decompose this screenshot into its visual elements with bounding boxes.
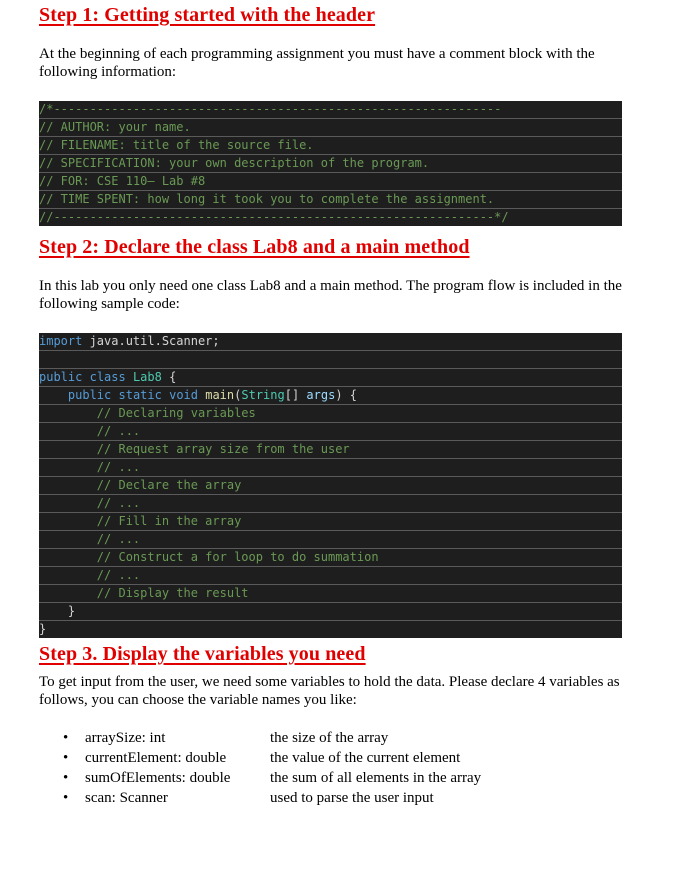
code-line-comment	[39, 512, 622, 530]
keyword: public	[67, 388, 112, 402]
bullet-icon: •	[63, 730, 69, 746]
code-line: // TIME SPENT: how long it took you to complete the assignment.	[39, 190, 622, 208]
bullet-icon: •	[63, 790, 69, 806]
code-comment: // Fill in the array	[96, 514, 242, 528]
code-comment: // ...	[96, 460, 141, 474]
bullet-icon: •	[63, 750, 69, 766]
variable-name: arraySize: int	[85, 730, 166, 746]
code-line: //-------------------------------------------------------------*/	[39, 208, 622, 226]
code-comment: // ...	[96, 532, 141, 546]
code-line-main: public static void main(String[] args) {	[39, 386, 622, 404]
step-1-heading: Step 1: Getting started with the header	[39, 4, 376, 26]
code-line-comment	[39, 404, 622, 422]
variable-description: used to parse the user input	[270, 790, 434, 806]
code-line-inner-close	[39, 602, 622, 620]
code-line-comment	[39, 530, 622, 548]
code-line: /*--------------------------------------------------------------	[39, 102, 502, 116]
list-item	[39, 728, 599, 748]
step-3-heading: Step 3. Display the variables you need	[39, 643, 366, 665]
variable-description: the sum of all elements in the array	[270, 770, 482, 786]
code-line: // AUTHOR: your name.	[39, 118, 622, 136]
step-2-paragraph: In this lab you only need one class Lab8 and a main method. The program flow is included in the following sample code:	[39, 278, 622, 312]
code-line-comment	[39, 422, 622, 440]
code-comment: // ...	[96, 568, 141, 582]
code-comment: // Display the result	[96, 586, 249, 600]
keyword: import	[39, 334, 83, 348]
code-comment: // Construct a for loop to do summation	[96, 550, 379, 564]
list-item	[39, 788, 599, 808]
keyword: class	[89, 370, 126, 384]
code-line-comment	[39, 566, 622, 584]
code-line: // FOR: CSE 110– Lab #8	[39, 172, 622, 190]
code-line-comment	[39, 440, 622, 458]
code-line-comment	[39, 476, 622, 494]
code-comment: // Request array size from the user	[96, 442, 350, 456]
import-path: java.util.Scanner;	[82, 334, 220, 348]
variable-description: the value of the current element	[270, 750, 461, 766]
code-line-comment	[39, 458, 622, 476]
step-2-heading: Step 2: Declare the class Lab8 and a main method	[39, 236, 470, 258]
code-comment: // ...	[96, 424, 141, 438]
brace: {	[161, 370, 177, 384]
code-comment: // Declaring variables	[96, 406, 256, 420]
header-comment-code-block	[39, 101, 622, 226]
code-line-import	[39, 333, 622, 350]
brace: {	[342, 388, 358, 402]
brace: }	[39, 622, 47, 636]
variable-description: the size of the array	[270, 730, 389, 746]
class-name: Lab8	[132, 370, 162, 384]
code-line: // SPECIFICATION: your own description of the program.	[39, 154, 622, 172]
code-comment: // Declare the array	[96, 478, 242, 492]
bullet-icon: •	[63, 770, 69, 786]
list-item	[39, 748, 599, 768]
variable-name: currentElement: double	[85, 750, 227, 766]
code-line-comment	[39, 548, 622, 566]
variable-name: sumOfElements: double	[85, 770, 231, 786]
keyword: static	[118, 388, 162, 402]
brace: }	[67, 604, 76, 618]
param-name: args	[306, 388, 336, 402]
variable-name: scan: Scanner	[85, 790, 168, 806]
step-1-paragraph: At the beginning of each programming assignment you must have a comment block with the following information:	[39, 46, 595, 80]
code-line: // FILENAME: title of the source file.	[39, 136, 622, 154]
keyword: void	[169, 388, 198, 402]
code-line-comment	[39, 494, 622, 512]
code-line-blank	[39, 350, 622, 368]
code-comment: // ...	[96, 496, 141, 510]
code-line-class	[39, 368, 622, 386]
keyword: public	[39, 370, 83, 384]
step-3-paragraph: To get input from the user, we need some variables to hold the data. Please declare 4 variables as follows, you can choose the variable names you like:	[39, 674, 620, 708]
code-line-outer-close	[39, 620, 622, 638]
list-item	[39, 768, 599, 788]
main-method-code-block	[39, 333, 622, 638]
method-name: main	[205, 388, 235, 402]
type-name: String	[241, 388, 285, 402]
code-line-comment	[39, 584, 622, 602]
variables-list	[39, 728, 599, 808]
